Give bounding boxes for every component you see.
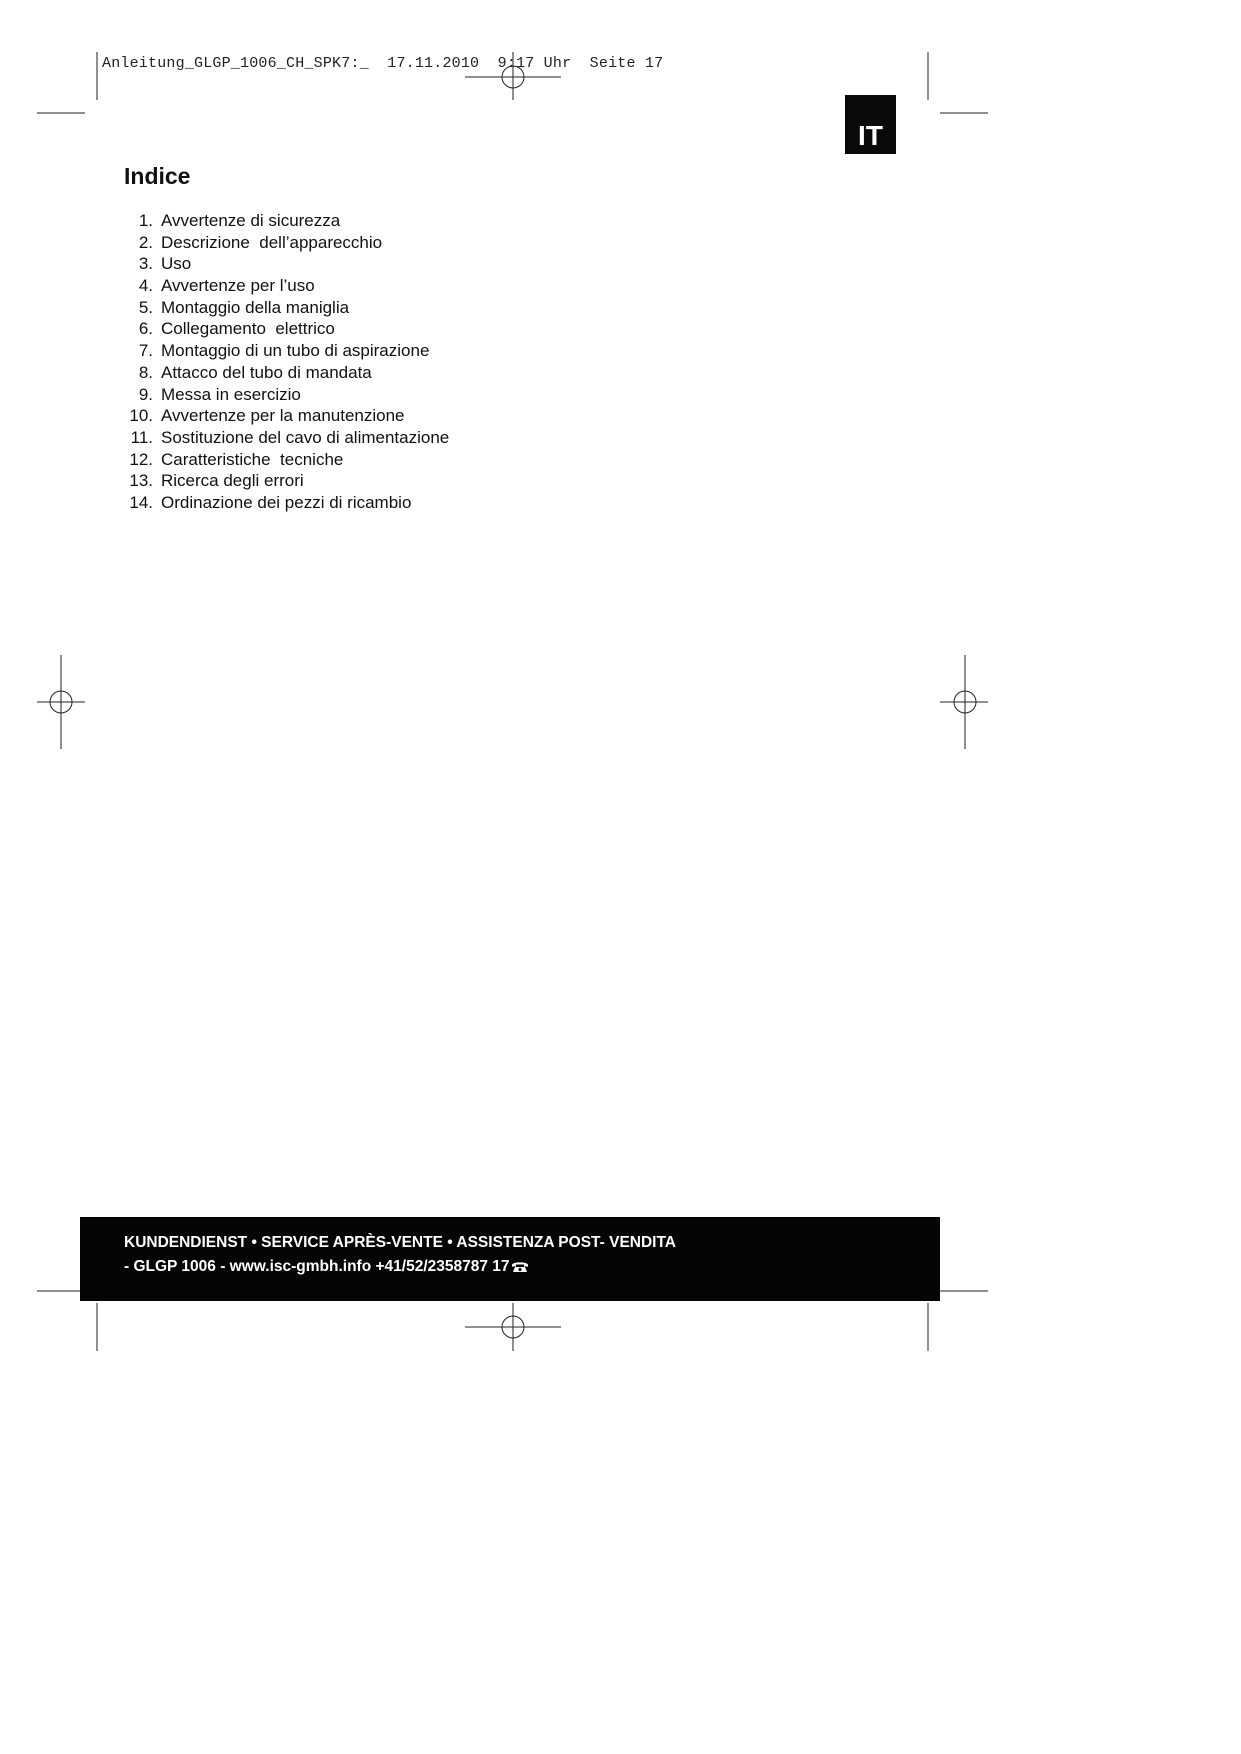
toc-item-label: Montaggio della maniglia	[161, 297, 350, 317]
registration-mark-top	[465, 52, 561, 100]
toc-item-label: Ricerca degli errori	[161, 471, 304, 491]
table-of-contents	[124, 210, 449, 514]
toc-item	[124, 427, 449, 449]
toc-item-label: Ordinazione dei pezzi di ricambio	[161, 492, 412, 512]
toc-item-number: 3.	[138, 254, 153, 274]
toc-item-label: Messa in esercizio	[161, 384, 301, 404]
registration-mark-bottom	[465, 1303, 561, 1351]
toc-item-number: 14.	[129, 492, 153, 512]
toc-item	[124, 232, 449, 254]
toc-item-label: Sostituzione del cavo di alimentazione	[161, 427, 450, 447]
toc-item-label: Avvertenze per l’uso	[161, 276, 315, 296]
toc-item-label: Descrizione dell’apparecchio	[161, 232, 383, 252]
toc-item	[124, 275, 449, 297]
toc-item-number: 11.	[130, 427, 153, 447]
toc-title: Indice	[124, 163, 191, 189]
toc-item-label: Collegamento elettrico	[161, 319, 335, 339]
toc-item	[124, 384, 449, 406]
toc-item-label: Montaggio di un tubo di aspirazione	[161, 341, 430, 361]
toc-item	[124, 210, 449, 232]
toc-item	[124, 449, 449, 471]
telephone-icon	[511, 1260, 529, 1278]
toc-item-label: Attacco del tubo di mandata	[161, 362, 372, 382]
toc-item-label: Caratteristiche tecniche	[161, 449, 344, 469]
service-footer-contact-text: - GLGP 1006 - www.isc-gmbh.info +41/52/2358787 17	[124, 1258, 510, 1275]
toc-item-number: 1.	[138, 211, 153, 230]
toc-item-number: 6.	[138, 319, 153, 339]
toc-item-number: 2.	[138, 232, 153, 252]
registration-mark-right	[940, 655, 988, 749]
service-footer-contact	[124, 1258, 529, 1278]
print-slug: Anleitung_GLGP_1006_CH_SPK7:_ 17.11.2010 9:17 Uhr Seite 17	[102, 55, 664, 72]
toc-item-number: 9.	[138, 384, 153, 404]
toc-item-number: 13.	[129, 471, 153, 491]
service-footer-bar	[80, 1217, 940, 1301]
toc-item	[124, 405, 449, 427]
toc-item-label: Uso	[161, 254, 192, 274]
toc-item	[124, 470, 449, 492]
toc-item	[124, 340, 449, 362]
toc-item-number: 4.	[138, 276, 153, 296]
toc-item	[124, 362, 449, 384]
toc-item	[124, 318, 449, 340]
service-footer-heading: KUNDENDIENST • SERVICE APRÈS-VENTE • ASSISTENZA POST- VENDITA	[124, 1234, 676, 1251]
toc-item	[124, 492, 449, 514]
toc-item-label: Avvertenze di sicurezza	[161, 211, 341, 230]
toc-item	[124, 297, 449, 319]
language-tab	[845, 95, 896, 154]
toc-item-number: 8.	[138, 362, 153, 382]
registration-mark-left	[37, 655, 85, 749]
toc-item-number: 12.	[129, 449, 153, 469]
toc-item-number: 5.	[138, 297, 153, 317]
toc-item-label: Avvertenze per la manutenzione	[161, 406, 405, 426]
toc-item-number: 7.	[138, 341, 153, 361]
toc-item	[124, 253, 449, 275]
toc-item-number: 10.	[129, 406, 153, 426]
language-tab-label: IT	[858, 120, 883, 151]
